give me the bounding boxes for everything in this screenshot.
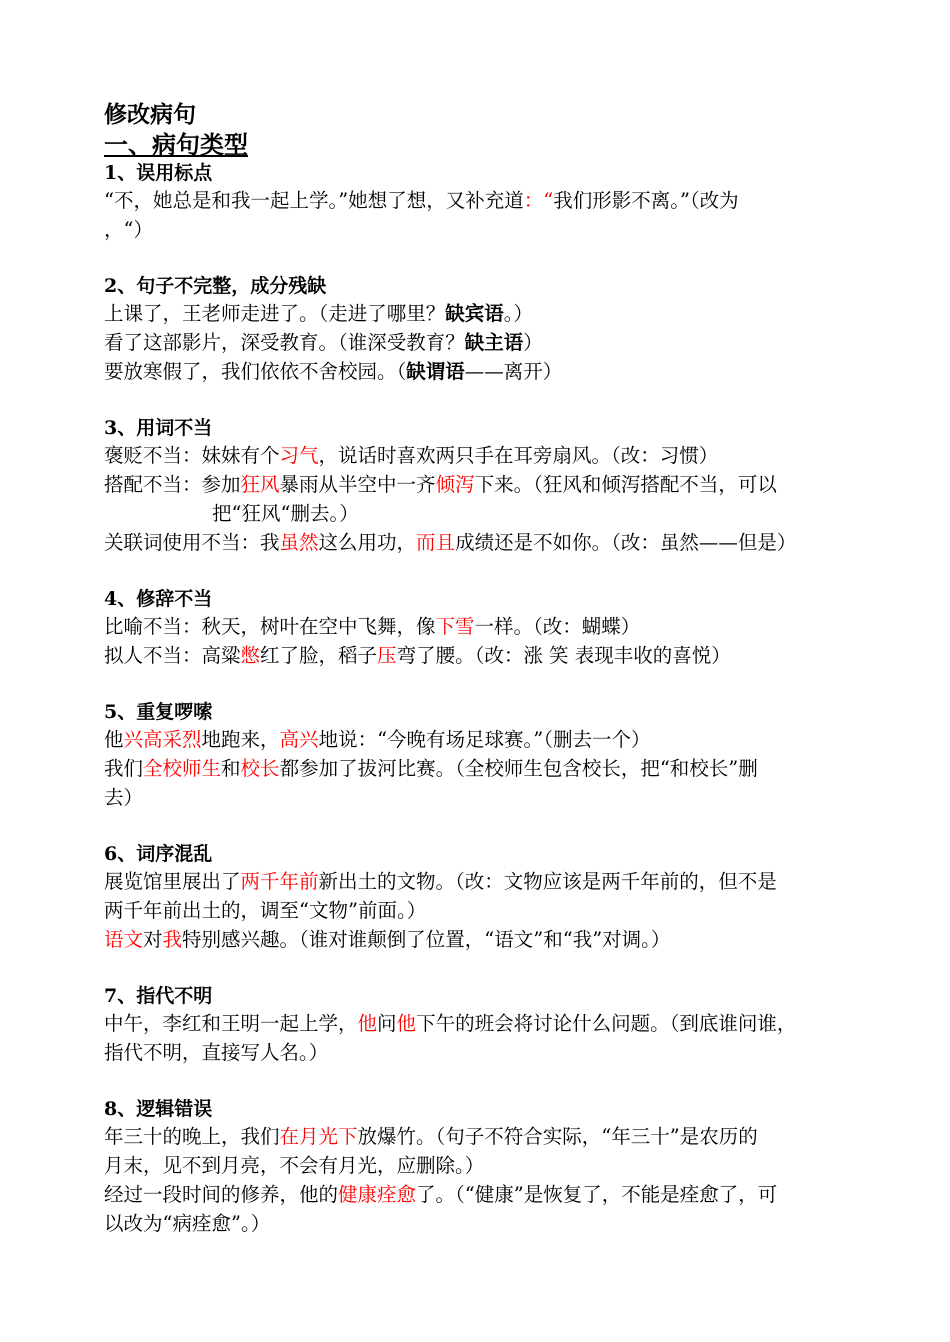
highlighted-text: 兴高采烈 xyxy=(123,728,202,751)
text-run: 对 xyxy=(143,928,163,951)
doc-subtitle: 一、病句类型 xyxy=(104,130,248,159)
text-run: 了。（“健康”是恢复了，不能是痊愈了，可 xyxy=(416,1183,778,1206)
text-run: 经过一段时间的修养，他的 xyxy=(104,1183,339,1206)
text-run: 去） xyxy=(104,786,144,809)
text-run: 展览馆里展出了 xyxy=(104,870,241,893)
text-run: 成绩还是不如你。（改：虽然——但是） xyxy=(455,531,797,554)
highlighted-text: 虽然 xyxy=(279,531,319,554)
text-line xyxy=(104,896,852,925)
text-run: 我们形影不离。”（改为 xyxy=(553,189,739,212)
text-run: 搭配不当：参加 xyxy=(104,473,241,496)
highlighted-text: 我 xyxy=(162,928,183,951)
text-run: “不，她总是和我一起上学。”她想了想，又补充道 xyxy=(104,189,524,212)
text-run: 关联词使用不当：我 xyxy=(104,531,280,554)
bold-text: 缺宾语 xyxy=(445,302,504,325)
text-run: 。） xyxy=(503,302,534,325)
highlighted-text: 倾泻 xyxy=(435,473,475,496)
text-line xyxy=(104,867,852,896)
text-line xyxy=(104,186,852,215)
text-run: 我们 xyxy=(104,757,144,780)
section-heading-2: 2、句子不完整，成分残缺 xyxy=(104,275,327,297)
section-heading-6: 6、词序混乱 xyxy=(104,843,213,865)
document-page xyxy=(104,100,852,1238)
bold-text: 缺谓语 xyxy=(406,360,465,383)
highlighted-text: 下雪 xyxy=(435,615,475,638)
text-line xyxy=(104,725,852,754)
text-line xyxy=(104,1151,852,1180)
text-run: 放爆竹。（句子不符合实际，“年三十”是农历的 xyxy=(357,1125,758,1148)
text-run: 特别感兴趣。（谁对谁颠倒了位置，“语文”和“我”对调。） xyxy=(182,928,671,951)
text-run: 把“狂风“删去。） xyxy=(212,502,359,525)
highlighted-text: 在月光下 xyxy=(279,1125,358,1148)
text-run: 褒贬不当：妹妹有个 xyxy=(104,444,280,467)
highlighted-text: 他 xyxy=(396,1012,417,1035)
text-run: 年三十的晚上，我们 xyxy=(104,1125,280,1148)
bold-text: 缺主语 xyxy=(464,331,524,354)
text-run: 中午，李红和王明一起上学， xyxy=(104,1012,358,1035)
text-run: 拟人不当：高粱 xyxy=(104,644,241,667)
text-line xyxy=(104,1209,852,1238)
highlighted-text: 健康痊愈 xyxy=(338,1183,417,1206)
text-run: 红了脸，稻子 xyxy=(260,644,378,667)
highlighted-text: 校长 xyxy=(240,757,280,780)
highlighted-text: 语文 xyxy=(104,928,144,951)
text-run: 问 xyxy=(377,1012,397,1035)
text-run: 月末，见不到月亮，不会有月光，应删除。） xyxy=(104,1154,485,1177)
text-run: 新出土的文物。（改：文物应该是两千年前的，但不是 xyxy=(318,870,777,893)
section-heading-3: 3、用词不当 xyxy=(104,417,213,439)
text-run: 看了这部影片，深受教育。（谁深受教育？ xyxy=(104,331,465,354)
text-run: 两千年前出土的，调至“文物”前面。） xyxy=(104,899,427,922)
text-run: 地说：“今晚有场足球赛。”（删去一个） xyxy=(318,728,651,751)
text-line xyxy=(104,783,852,812)
section-heading-4: 4、修辞不当 xyxy=(104,588,213,610)
highlighted-text: 习气 xyxy=(279,444,319,467)
text-line xyxy=(104,1180,852,1209)
text-line xyxy=(104,470,852,499)
text-line xyxy=(104,1009,852,1038)
text-line xyxy=(104,641,852,670)
text-line xyxy=(104,612,852,641)
text-run: 和 xyxy=(221,757,241,780)
text-line xyxy=(104,754,852,783)
highlighted-text: 他 xyxy=(357,1012,378,1035)
text-run: 要放寒假了，我们依依不舍校园。（ xyxy=(104,360,407,383)
highlighted-text: 憋 xyxy=(240,644,261,667)
text-run: 都参加了拔河比赛。（全校师生包含校长，把“和校长”删 xyxy=(279,757,758,780)
text-run: ） xyxy=(523,331,543,354)
highlighted-text: ：“ xyxy=(523,189,554,212)
section-heading-1: 1、误用标点 xyxy=(104,162,213,184)
text-line xyxy=(104,299,852,328)
text-run: 指代不明，直接写人名。） xyxy=(104,1041,329,1064)
text-line xyxy=(104,1038,852,1067)
highlighted-text: 两千年前 xyxy=(240,870,319,893)
text-run: 弯了腰。（改：涨 笑 表现丰收的喜悦） xyxy=(396,644,731,667)
text-run: 上课了，王老师走进了。（走进了哪里？ xyxy=(104,302,446,325)
highlighted-text: 高兴 xyxy=(279,728,319,751)
text-run: ，“） xyxy=(104,218,153,241)
text-line xyxy=(104,499,852,528)
text-line xyxy=(104,441,852,470)
text-run: 这么用功， xyxy=(318,531,417,554)
text-line xyxy=(104,1122,852,1151)
text-run: 比喻不当：秋天，树叶在空中飞舞，像 xyxy=(104,615,436,638)
text-line xyxy=(104,357,852,386)
highlighted-text: 压 xyxy=(377,644,397,667)
text-run: 地跑来， xyxy=(201,728,280,751)
section-heading-8: 8、逻辑错误 xyxy=(104,1098,213,1120)
highlighted-text: 而且 xyxy=(416,531,456,554)
text-run: 暴雨从半空中一齐 xyxy=(279,473,436,496)
text-run: ，说话时喜欢两只手在耳旁扇风。（改：习惯） xyxy=(318,444,719,467)
text-run: 以改为“病痊愈”。） xyxy=(104,1212,271,1235)
text-run: 一样。（改：蝴蝶） xyxy=(474,615,641,638)
highlighted-text: 狂风 xyxy=(240,473,280,496)
section-heading-7: 7、指代不明 xyxy=(104,985,213,1007)
text-run: ——离开） xyxy=(464,360,563,383)
text-line xyxy=(104,925,852,954)
text-line xyxy=(104,528,852,557)
text-line xyxy=(104,328,852,357)
section-heading-5: 5、重复啰嗦 xyxy=(104,701,213,723)
text-run: 下来。（狂风和倾泻搭配不当，可以 xyxy=(474,473,777,496)
highlighted-text: 全校师生 xyxy=(143,757,222,780)
text-run: 下午的班会将讨论什么问题。（到底谁问谁， xyxy=(416,1012,797,1035)
text-run: 他 xyxy=(104,728,124,751)
doc-title: 修改病句 xyxy=(104,101,196,128)
text-line xyxy=(104,215,852,244)
